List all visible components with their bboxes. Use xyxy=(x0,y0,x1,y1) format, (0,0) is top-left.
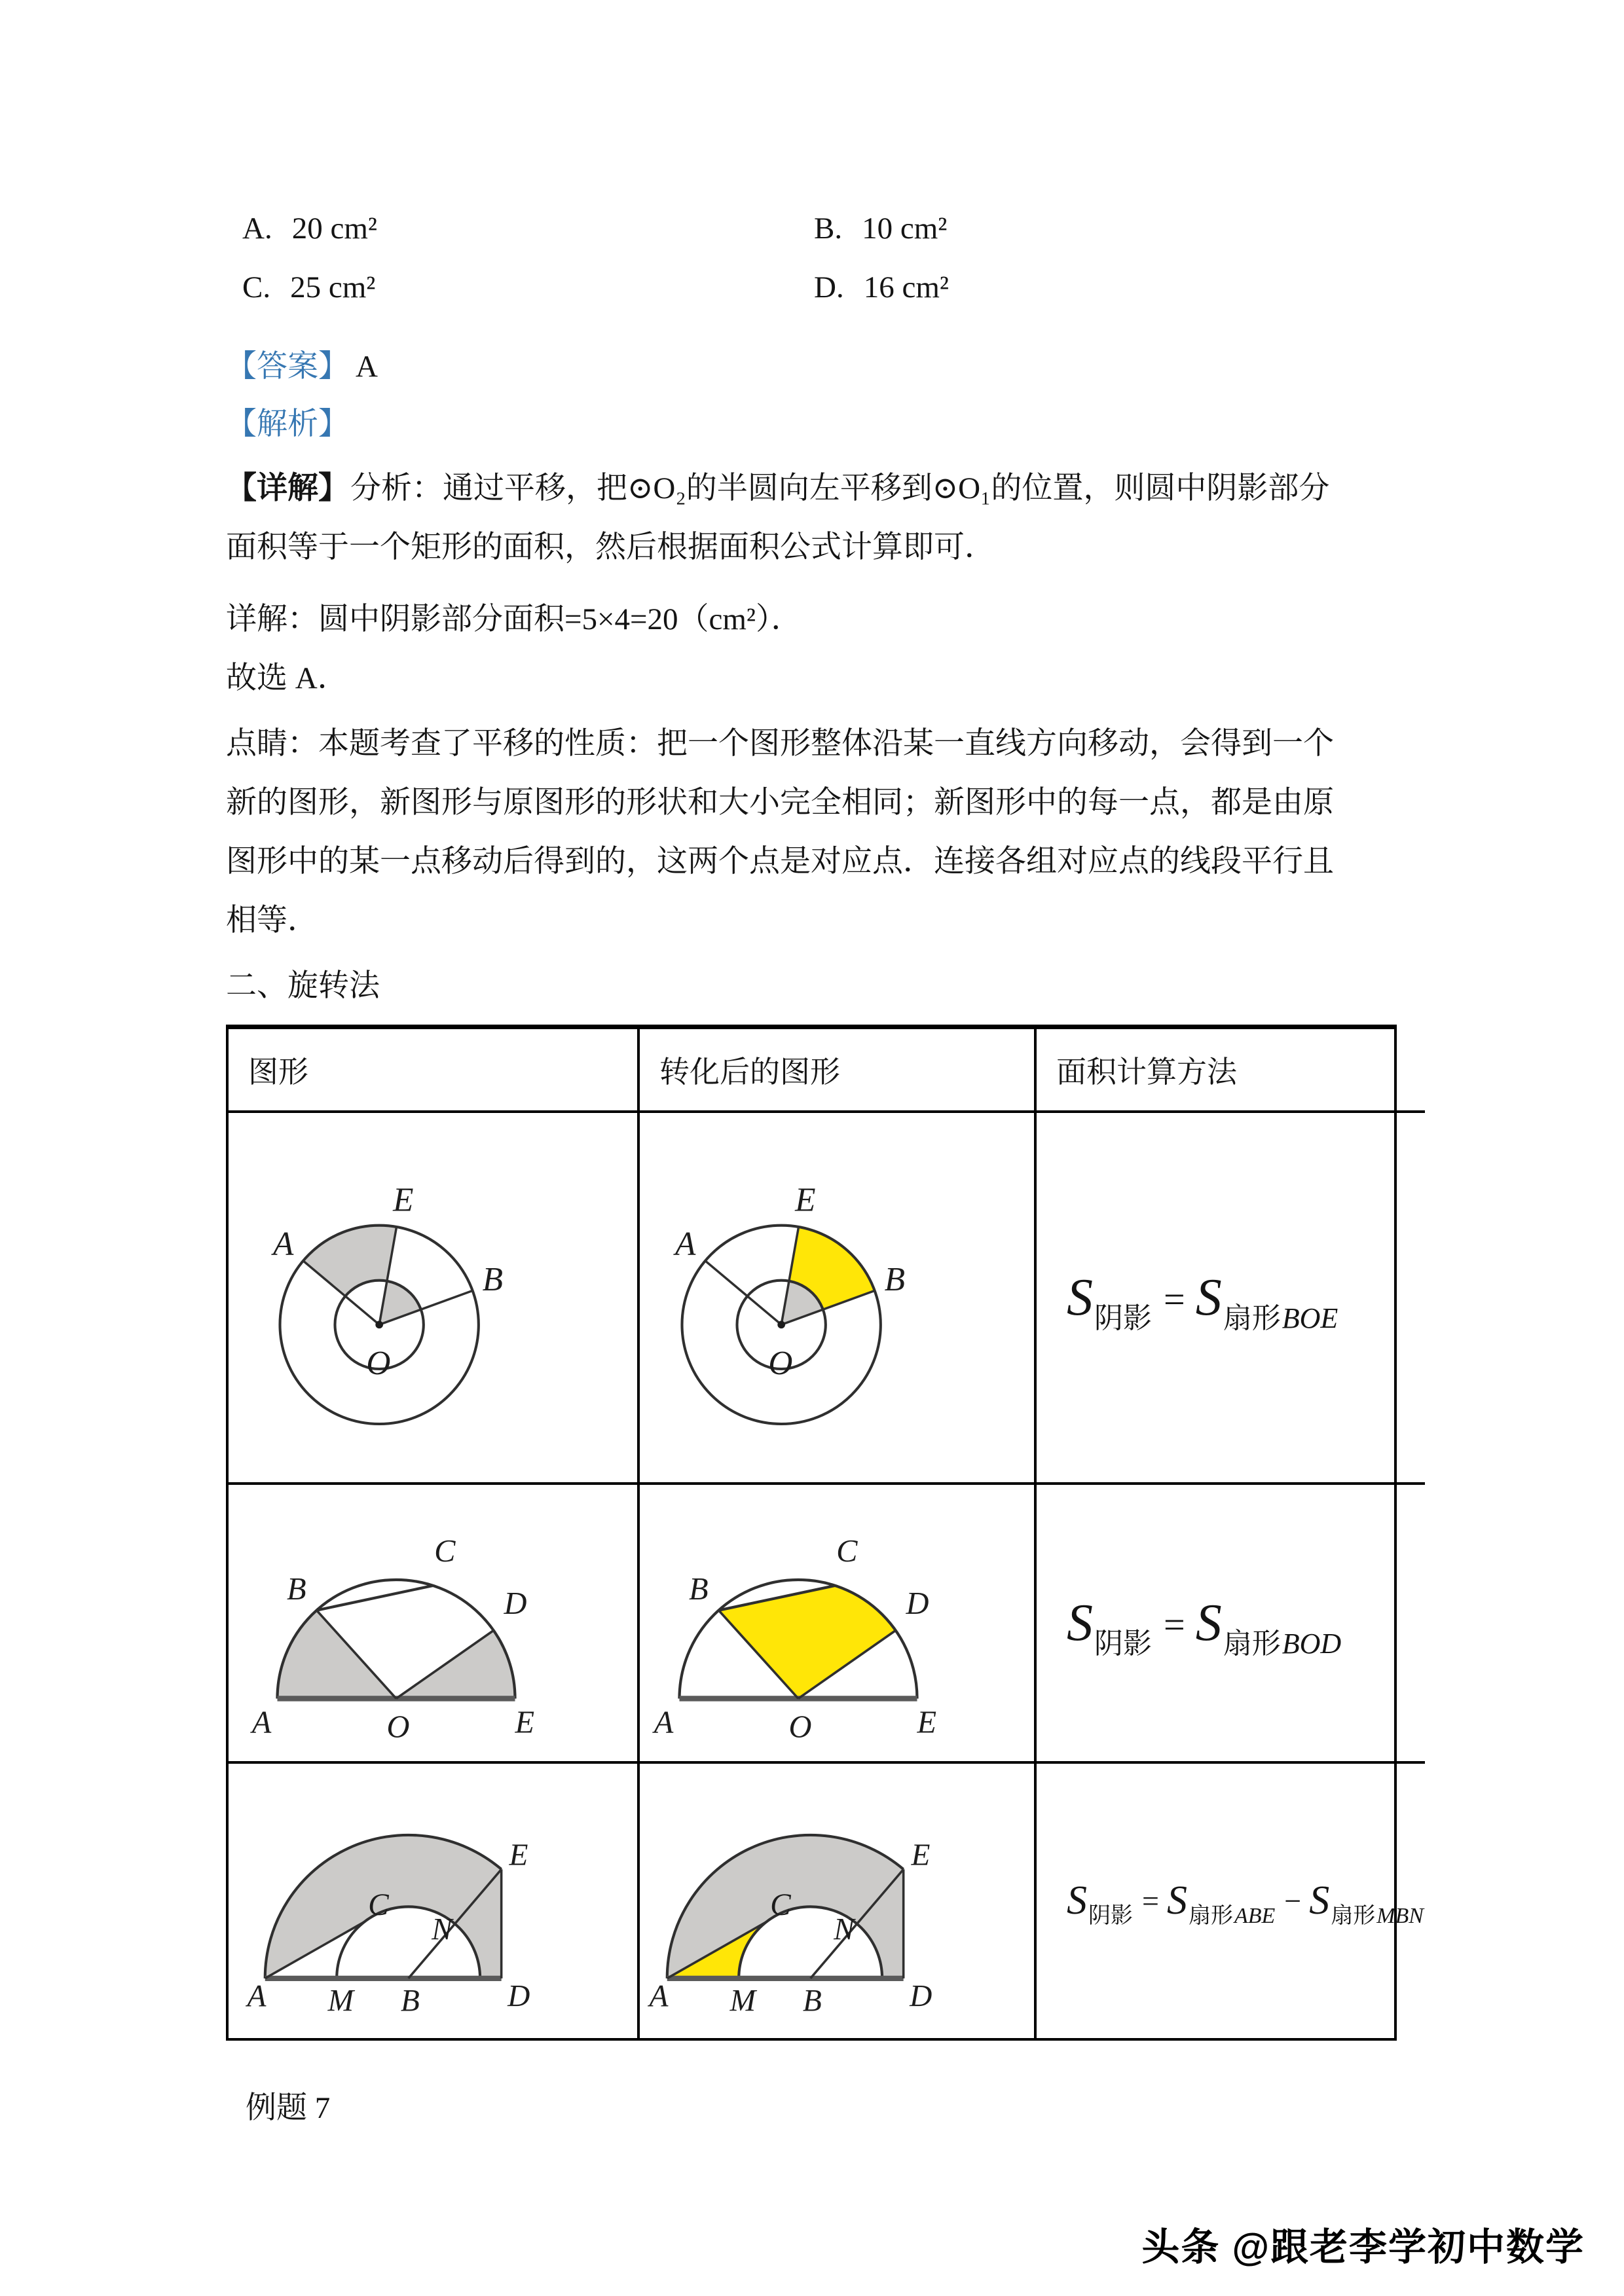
option-c-label: C. xyxy=(242,270,271,304)
point-label-A: A xyxy=(675,1225,696,1263)
point-label-E: E xyxy=(917,1704,937,1740)
point-label-M: M xyxy=(729,1984,756,2017)
figure-row2-transformed xyxy=(640,1485,1037,1764)
point-label-E: E xyxy=(911,1838,931,1873)
point-label-A: A xyxy=(654,1704,674,1740)
option-b-value: 10 cm² xyxy=(862,211,948,246)
formula-row1 xyxy=(1067,1268,1339,1334)
formula-segment: 阴影 xyxy=(1094,1302,1152,1334)
point-label-E: E xyxy=(795,1181,816,1218)
point-label-C: C xyxy=(434,1533,456,1569)
conclusion-line: 故选 A． xyxy=(226,661,348,695)
formula-segment: − xyxy=(1284,1884,1302,1918)
formula-segment: MBN xyxy=(1376,1904,1424,1928)
formula-segment: S xyxy=(1309,1878,1330,1923)
semicircle-diagram xyxy=(246,1504,547,1742)
detail-text-1: 分析：通过平移，把⊙O₂的半圆向左平移到⊙O₁的位置，则圆中阴影部分 xyxy=(350,471,1330,505)
note-line-4: 相等． xyxy=(226,903,318,938)
formula-segment: BOE xyxy=(1282,1302,1338,1334)
option-d xyxy=(814,270,949,305)
point-label-B: B xyxy=(802,1984,822,2017)
figure-row3-original xyxy=(229,1764,640,2038)
formula-segment: 阴影 xyxy=(1094,1627,1152,1660)
formula-segment: S xyxy=(1067,1594,1093,1652)
point-label-C: C xyxy=(836,1533,858,1569)
formula-segment: S xyxy=(1195,1268,1222,1326)
formula-segment: S xyxy=(1067,1268,1093,1326)
formula-row3 xyxy=(1067,1878,1425,1928)
formula-segment: 扇形 xyxy=(1223,1302,1281,1334)
option-a-label: A. xyxy=(242,211,272,246)
option-d-label: D. xyxy=(814,270,844,304)
point-label-B: B xyxy=(287,1571,306,1607)
detail-line-1 xyxy=(226,469,1329,508)
formula-segment: 扇形 xyxy=(1223,1627,1281,1660)
analysis-tag: 【解析】 xyxy=(226,407,349,441)
point-label-A: A xyxy=(649,1979,669,2014)
point-label-C: C xyxy=(368,1887,389,1922)
point-label-D: D xyxy=(504,1586,527,1621)
option-a-value: 20 cm² xyxy=(291,211,377,246)
point-label-B: B xyxy=(689,1571,709,1607)
formula-segment: S xyxy=(1166,1878,1187,1923)
analysis-line xyxy=(226,405,349,444)
point-label-E: E xyxy=(515,1704,535,1740)
point-label-O: O xyxy=(768,1344,793,1382)
concentric-circles-transformed-diagram xyxy=(648,1145,923,1451)
semicircle-transformed-diagram xyxy=(648,1504,949,1742)
formula-segment: 扇形 xyxy=(1331,1904,1376,1928)
figure-row2-original xyxy=(229,1485,640,1764)
option-b xyxy=(814,211,947,246)
figure-row3-transformed xyxy=(640,1764,1037,2038)
formula-segment: 扇形 xyxy=(1188,1904,1233,1928)
point-label-O: O xyxy=(366,1344,391,1382)
point-label-C: C xyxy=(770,1887,791,1922)
point-label-E: E xyxy=(393,1181,414,1218)
point-label-A: A xyxy=(273,1225,294,1263)
answer-line xyxy=(226,347,378,386)
formula-segment: = xyxy=(1142,1884,1159,1918)
note-line-1: 点睛：本题考查了平移的性质：把一个图形整体沿某一直线方向移动，会得到一个 xyxy=(226,727,1334,761)
formula-segment: BOD xyxy=(1282,1627,1342,1660)
formula-row1-cell xyxy=(1037,1113,1425,1485)
point-label-N: N xyxy=(432,1912,452,1947)
formula-row3-cell xyxy=(1037,1764,1425,2038)
note-line-3: 图形中的某一点移动后得到的，这两个点是对应点．连接各组对应点的线段平行且 xyxy=(226,845,1334,879)
option-d-value: 16 cm² xyxy=(863,270,949,304)
formula-segment: ABE xyxy=(1234,1904,1276,1928)
point-label-A: A xyxy=(247,1979,267,2014)
detail-line-2: 面积等于一个矩形的面积，然后根据面积公式计算即可． xyxy=(226,530,995,564)
formula-segment: = xyxy=(1164,1603,1185,1646)
methods-table xyxy=(226,1025,1424,2041)
detail-tag: 【详解】 xyxy=(226,471,349,505)
answer-tag: 【答案】 xyxy=(226,350,349,384)
section-heading: 二、旋转法 xyxy=(226,969,380,1003)
formula-segment: 阴影 xyxy=(1088,1904,1133,1928)
point-label-O: O xyxy=(788,1709,812,1742)
point-label-B: B xyxy=(884,1260,906,1298)
option-c xyxy=(242,270,375,305)
point-label-B: B xyxy=(400,1984,420,2017)
formula-row2-cell xyxy=(1037,1485,1425,1764)
figure-row1-transformed xyxy=(640,1113,1037,1485)
figure-row1-original xyxy=(229,1113,640,1485)
formula-row2 xyxy=(1067,1594,1342,1660)
option-a xyxy=(242,211,377,246)
answer-value: A xyxy=(356,350,378,384)
watermark: 头条 @跟老李学初中数学 xyxy=(1141,2226,1585,2269)
point-label-A: A xyxy=(251,1704,272,1740)
formula-segment: = xyxy=(1164,1277,1185,1321)
point-label-D: D xyxy=(910,1979,932,2014)
point-label-E: E xyxy=(509,1838,528,1873)
formula-segment: S xyxy=(1067,1878,1087,1923)
option-b-label: B. xyxy=(814,211,843,246)
point-label-D: D xyxy=(507,1979,530,2014)
table-header-figure: 图形 xyxy=(229,1029,640,1113)
concentric-circles-diagram xyxy=(246,1145,521,1451)
table-header-transformed: 转化后的图形 xyxy=(640,1029,1037,1113)
point-label-D: D xyxy=(906,1586,929,1621)
table-header-method: 面积计算方法 xyxy=(1037,1029,1425,1113)
point-label-N: N xyxy=(834,1912,855,1947)
point-label-M: M xyxy=(327,1984,354,2017)
point-label-B: B xyxy=(482,1260,504,1298)
arc-dome-transformed-diagram xyxy=(648,1785,942,2017)
note-line-2: 新的图形，新图形与原图形的形状和大小完全相同；新图形中的每一点，都是由原 xyxy=(226,786,1334,820)
point-label-O: O xyxy=(386,1709,410,1742)
formula-segment: S xyxy=(1195,1594,1222,1652)
example-caption: 例题 7 xyxy=(246,2091,331,2125)
arc-dome-diagram xyxy=(246,1785,540,2017)
option-c-value: 25 cm² xyxy=(290,270,376,304)
solution-line: 详解：圆中阴影部分面积=5×4=20（cm²）． xyxy=(226,602,802,636)
